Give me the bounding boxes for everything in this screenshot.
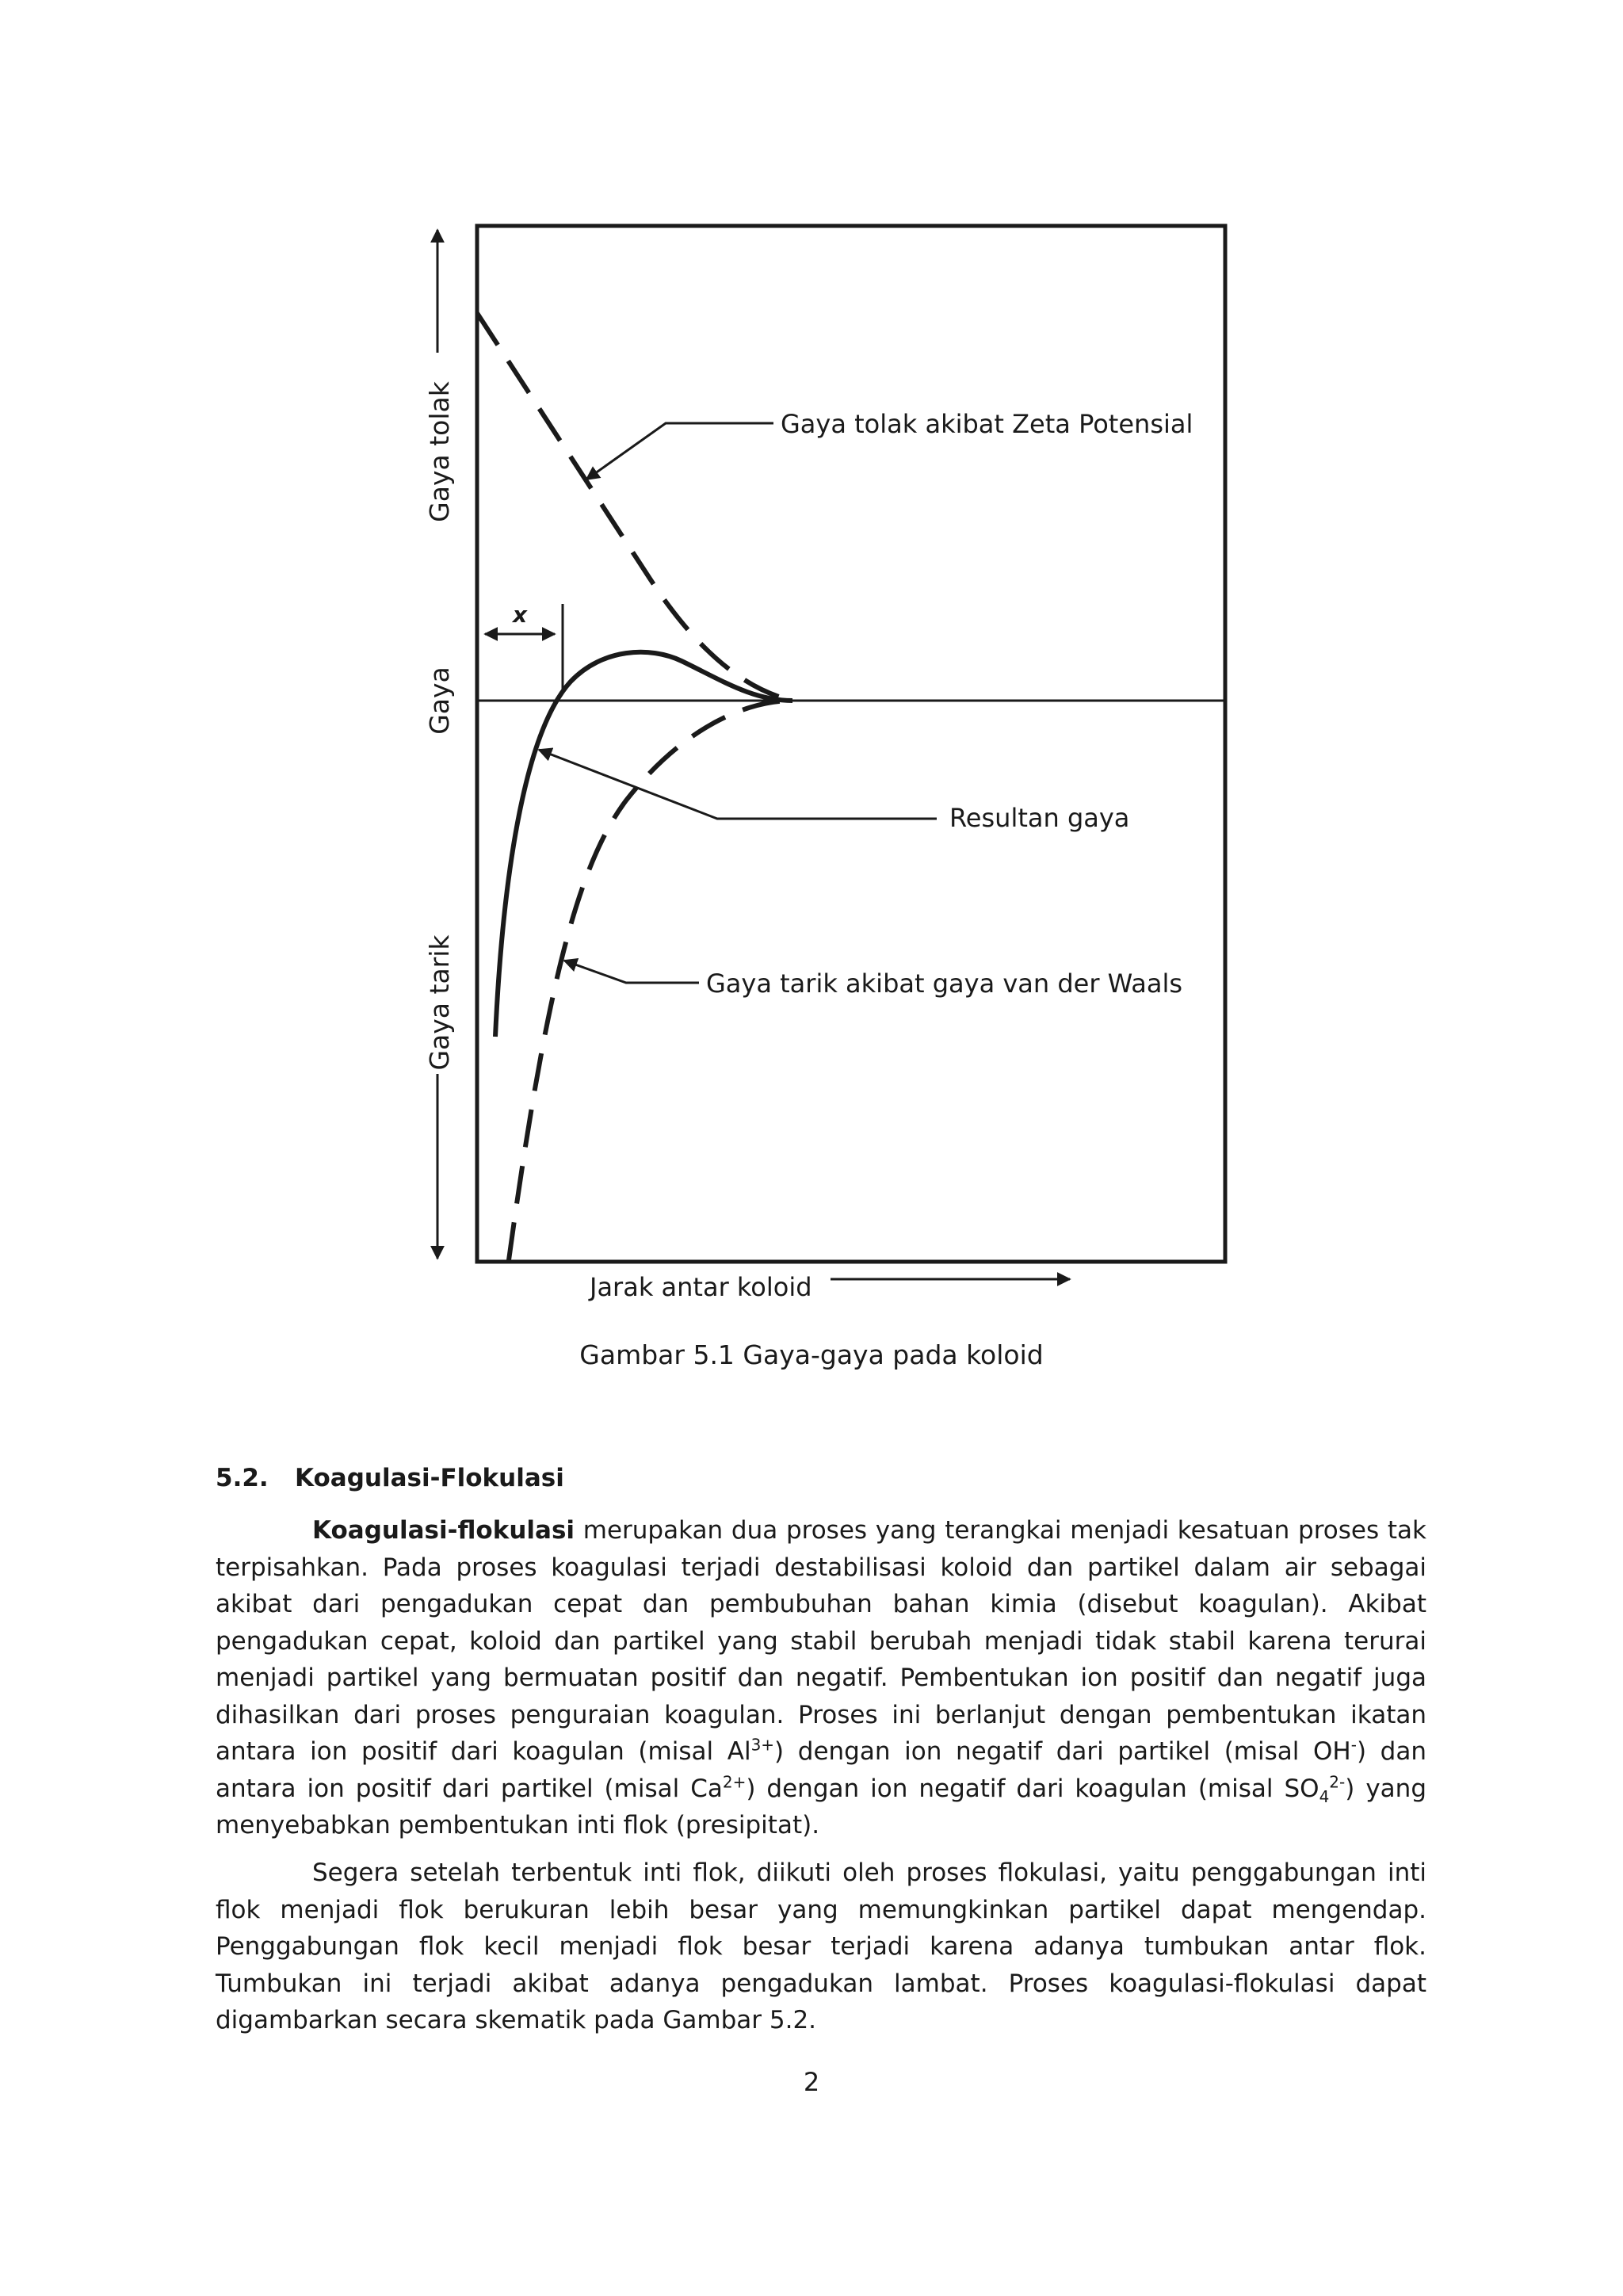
paragraph-text: merupakan dua proses yang terangkai menjadi kesatuan proses tak terpisahkan. Pada proses koagulasi terjadi destabilisasi koloid dan partikel dalam air sebagai akibat dari pengadukan cepat dan pembubuhan bahan kimia (disebut koagulan). Akibat pengadukan cepat, koloid dan partikel yang stabil berubah menjadi tidak stabil karena terurai menjadi partikel yang bermuatan positif dan negatif. Pembentukan ion positif dan negatif juga dihasilkan dari proses penguraian koagulan. Proses ini berlanjut dengan pembentukan ikatan antara ion positif dari koagulan (misal Al bbox=[216, 1516, 1426, 1766]
plot-frame bbox=[477, 226, 1225, 1262]
paragraph-text: ) dan antara ion positif dari partikel (misal Ca bbox=[216, 1737, 1426, 1803]
paragraph-text: ) yang menyebabkan pembentukan inti flok (presipitat). bbox=[216, 1774, 1427, 1839]
superscript-ca: 2+ bbox=[722, 1772, 747, 1792]
x-dimension-label: x bbox=[512, 602, 528, 628]
leader-resultant bbox=[539, 750, 937, 819]
paragraph-text: ) dengan ion negatif dari koagulan (misal SO bbox=[746, 1774, 1319, 1803]
term-koagulasi-flokulasi: Koagulasi-flokulasi bbox=[312, 1516, 575, 1545]
section-heading bbox=[216, 1461, 564, 1496]
paragraph-text: ) dengan ion negatif dari partikel (misal OH bbox=[774, 1737, 1351, 1766]
subscript-so4: 4 bbox=[1319, 1786, 1330, 1806]
annotation-resultant: Resultan gaya bbox=[949, 803, 1130, 833]
curve-repulsive-zeta bbox=[477, 313, 792, 701]
leader-repulsive bbox=[586, 423, 773, 479]
axis-label-gaya: Gaya bbox=[424, 667, 455, 735]
superscript-so4: 2- bbox=[1329, 1772, 1346, 1792]
superscript-oh: - bbox=[1350, 1735, 1357, 1755]
paragraph-flocculation: Segera setelah terbentuk inti flok, diikuti oleh proses flokulasi, yaitu penggabungan inti flok menjadi flok berukuran lebih besar yang memungkinkan partikel dapat mengendap. Penggabungan flok kecil menjadi flok besar terjadi karena adanya tumbukan antar flok. Tumbukan ini terjadi akibat adanya pengadukan lambat. Proses koagulasi-flokulasi dapat digambarkan secara skematik pada Gambar 5.2. bbox=[216, 1859, 1426, 2034]
annotation-attractive: Gaya tarik akibat gaya van der Waals bbox=[706, 968, 1183, 999]
section-number: 5.2. bbox=[216, 1464, 269, 1492]
leader-attractive bbox=[564, 961, 699, 983]
superscript-al: 3+ bbox=[750, 1735, 775, 1755]
annotation-repulsive: Gaya tolak akibat Zeta Potensial bbox=[781, 409, 1193, 439]
figure-caption: Gambar 5.1 Gaya-gaya pada koloid bbox=[579, 1339, 1044, 1370]
page-number: 2 bbox=[803, 2067, 820, 2097]
axis-label-gaya-tolak: Gaya tolak bbox=[424, 381, 455, 522]
axis-label-gaya-tarik: Gaya tarik bbox=[424, 934, 455, 1071]
x-axis-label: Jarak antar koloid bbox=[590, 1272, 812, 1302]
section-title: Koagulasi-Flokulasi bbox=[295, 1464, 564, 1492]
paragraph-coagulation bbox=[216, 1512, 1426, 1844]
